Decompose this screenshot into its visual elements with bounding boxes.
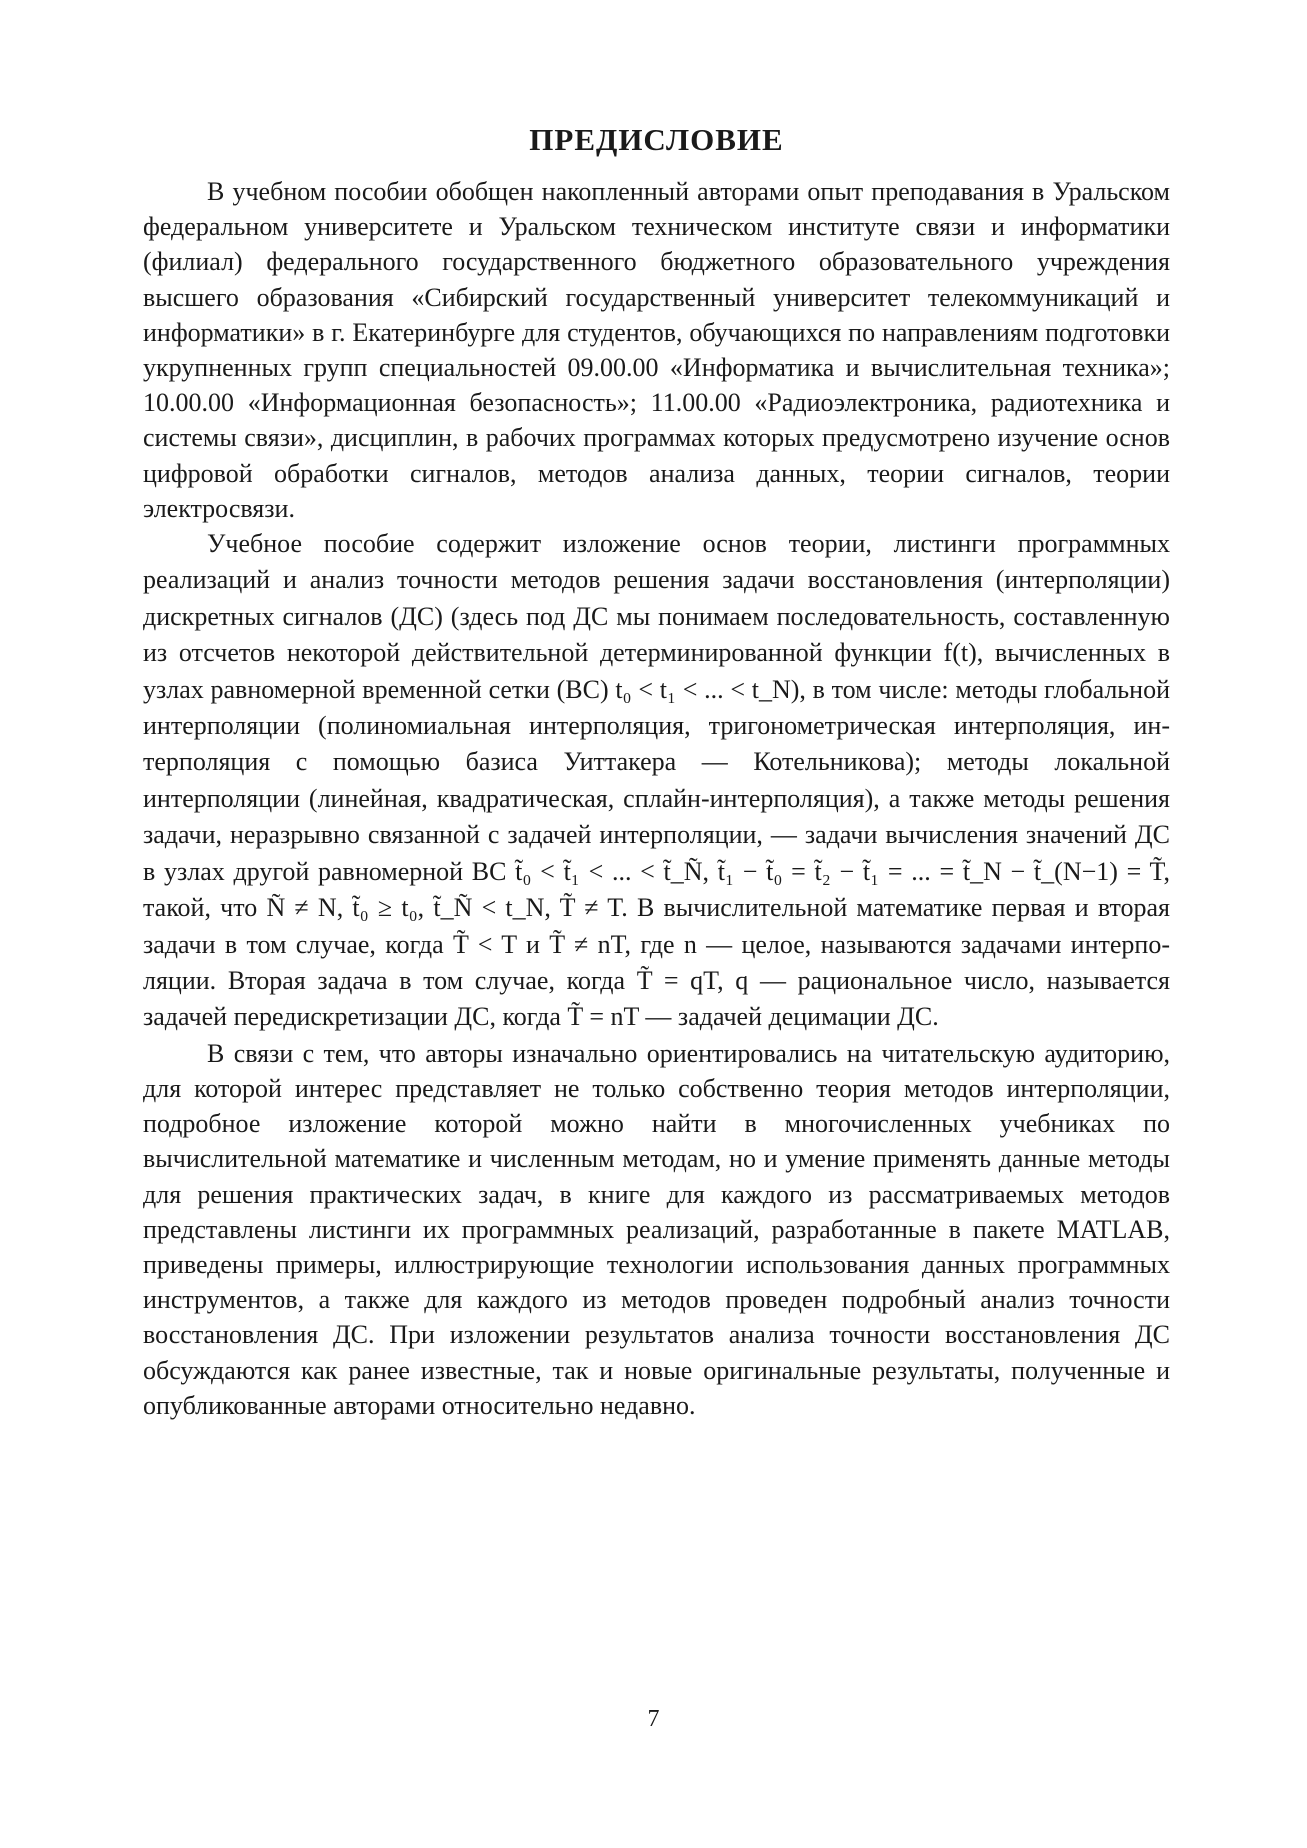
page-body [143, 120, 1170, 1423]
paragraph-3: В связи с тем, что авторы изначально ориентировались на читательскую аудиторию, для которой интерес представляет не только собственно теория методов интерполяции, подробное изложение которой можно найти в многочисленных учебниках по вычислительной математике и численным методам, но и умение применять данные методы для решения практических задач, в книге для каждого из рассматриваемых методов представлены листинги их программных реализаций, разработанные в пакете MATLAB, приведены примеры, иллюстрирующие технологии использования данных программных инструментов, а также для каждого из методов проведен подробный анализ точности восстановления ДС. При изложении результатов анализа точности восстановления ДС обсуждаются как ранее известные, так и новые оригинальные результаты, полученные и опубликованные авторами относительно недавно. [143, 1038, 1170, 1420]
paragraph-2: Учебное пособие содержит изложение основ теории, листинги программных реализаций и анализ точности методов решения задачи восстановления (интерполяции) дискретных сигналов (ДС) (здесь под ДС мы понимаем последовательность, составленную из отсчетов некоторой действительной детерминированной функции f(t), вычисленных в узлах равномерной временной сетки (ВС) t₀ < t₁ < ... < t_N), в том числе: методы глобальной интерполяции (полиномиальная интерполяция, тригонометрическая интерполяция, интерполяция с помощью базиса Уиттакера — Котельникова); методы локальной интерполяции (линейная, квадратическая, сплайн-интерполяция), а также методы решения задачи, неразрывно связанной с задачей интерполяции, — задачи вычисления значений ДС в узлах другой равномерной ВС t̃₀ < t̃₁ < ... < t̃_Ñ, t̃₁ − t̃₀ = t̃₂ − t̃₁ = ... = t̃_N − t̃_(N−1) = T̃, такой, что Ñ ≠ N, t̃₀ ≥ t₀, t̃_Ñ < t_N, T̃ ≠ T. В вычислительной математике первая и вторая задачи в том случае, когда T̃ < T и T̃ ≠ nT, где n — целое, называются задачами интерполяции. Вторая задача в том случае, когда T̃ = qT, q — рациональное число, называется задачей передискретизации ДС, когда T̃ = nT — задачей децимации ДС. [143, 529, 1170, 1032]
paragraph-1: В учебном пособии обобщен накопленный авторами опыт преподавания в Уральском федеральном университете и Уральском техническом институте связи и информатики (филиал) федерального государственного бюджетного образовательного учреждения высшего образования «Сибирский государственный университет телекоммуникаций и информатики» в г. Екатеринбурге для студентов, обучающихся по направлениям подготовки укрупненных групп специальностей 09.00.00 «Информатика и вычислительная техника»; 10.00.00 «Информационная безопасность»; 11.00.00 «Радиоэлектроника, радиотехника и системы связи», дисциплин, в рабочих программах которых предусмотрено изучение основ цифровой обработки сигналов, методов анализа данных, теории сигналов, теории электросвязи. [143, 177, 1170, 523]
page-number: 7 [647, 1706, 660, 1732]
page-title: ПРЕДИСЛОВИЕ [529, 122, 784, 157]
